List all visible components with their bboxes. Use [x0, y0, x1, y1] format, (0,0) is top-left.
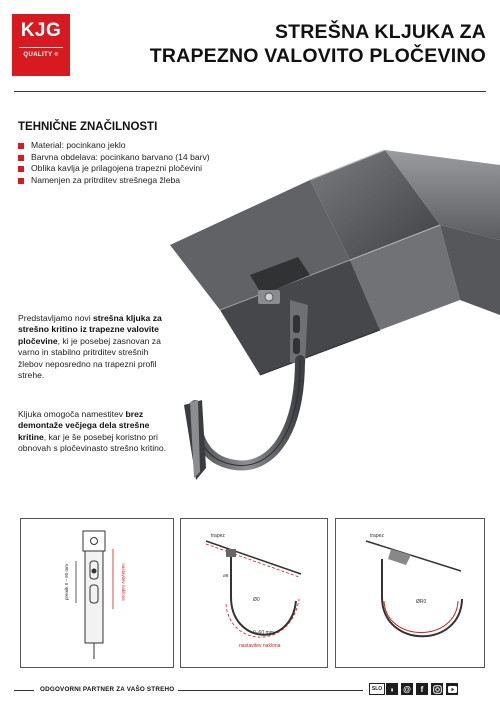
technical-diagram-installed	[335, 518, 485, 668]
logo-quality: QUALITY ®	[23, 52, 59, 58]
label-trapez: trapez	[211, 533, 225, 539]
label-diameter: Ø0	[253, 597, 260, 603]
at-icon[interactable]: @	[401, 683, 413, 695]
label-trapez: trapez	[370, 533, 384, 539]
title-line-1: STREŠNA KLJUKA ZA	[274, 21, 486, 43]
bullet-square-icon	[18, 166, 24, 172]
header-divider	[14, 91, 486, 92]
logo-rule	[19, 47, 63, 48]
bullet-square-icon	[18, 178, 24, 184]
feature-item: Material: pocinkano jeklo	[18, 140, 210, 152]
hook-slot	[293, 315, 300, 333]
hook-product-illustration	[140, 150, 500, 495]
youtube-icon[interactable]	[446, 683, 458, 695]
kjg-logo	[12, 14, 70, 76]
page-title	[150, 20, 486, 68]
label-range: 0–60 mm	[253, 630, 274, 636]
technical-diagram-side	[180, 518, 328, 668]
label-diameter: ØR0	[416, 599, 427, 605]
hook-slot	[293, 338, 300, 354]
footer-rule	[14, 690, 34, 691]
dim-label-offset: premik 0 – 60 mm	[64, 563, 69, 601]
hook-arc	[195, 360, 300, 465]
feature-item: Oblika kavlja je prilagojena trapezni pločevini	[18, 163, 210, 175]
bullet-square-icon	[18, 143, 24, 149]
label-small: ø8	[223, 573, 229, 578]
footer-tagline: ODGOVORNI PARTNER ZA VAŠO STREHO	[40, 686, 175, 693]
language-badge[interactable]: SLO	[369, 683, 385, 695]
intro-paragraph: Predstavljamo novi strešna kljuka za strešno kritino iz trapezne valovite pločevine, ki je posebej zasnovan za varno in stabilno pritrditev strešnih žlebov neposredno na trapezni profil strehe.	[18, 313, 162, 381]
bullet-square-icon	[18, 155, 24, 161]
facebook-icon[interactable]: f	[416, 683, 428, 695]
footer-rule	[178, 690, 363, 691]
instagram-icon[interactable]	[431, 683, 443, 695]
feature-item: Barvna obdelava: pocinkano barvano (14 barv)	[18, 152, 210, 164]
benefit-paragraph: Kljuka omogoča namestitev brez demontaže večjega dela strešne kritine, kar je še posebej koristno pri obnovah s pločevinasto strešno kritino.	[18, 409, 167, 454]
logo-text: KJG	[20, 20, 62, 41]
feature-item: Namenjen za pritrditev strešnega žleba	[18, 175, 210, 187]
technical-diagram-front	[20, 518, 174, 668]
features-heading: TEHNIČNE ZNAČILNOSTI	[18, 121, 158, 133]
dim-label-angle: nastavitev naklona	[121, 563, 126, 601]
label-angle: nastavitev naklona	[239, 643, 281, 649]
title-line-2: TRAPEZNO VALOVITO PLOČEVINO	[149, 45, 486, 67]
brand-icon[interactable]: ▮	[386, 683, 398, 695]
bolt-icon	[265, 293, 273, 301]
